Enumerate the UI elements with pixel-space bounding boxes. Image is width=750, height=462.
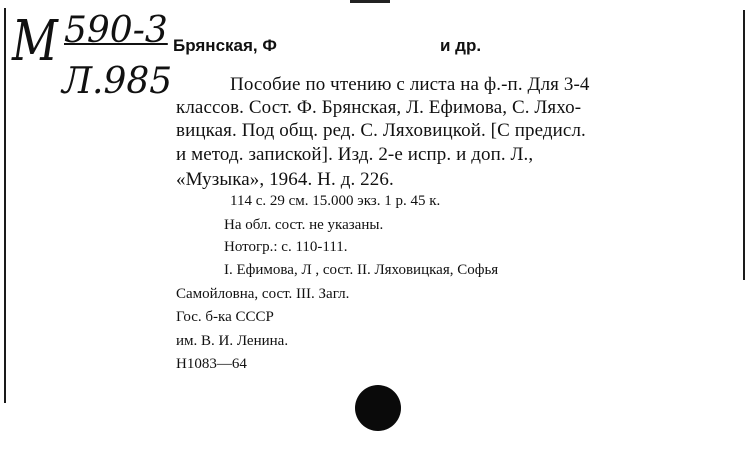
left-border-rule [4, 8, 6, 403]
punch-hole [355, 385, 401, 431]
description-line-4: и метод. запиской]. Изд. 2-е испр. и доп. Л., [176, 144, 534, 165]
call-number-bottom: Л.985 [62, 61, 173, 102]
description-line-3: вицкая. Под общ. ред. С. Ляховицкой. [С предисл. [176, 120, 586, 141]
description-line-1: Пособие по чтению с листа на ф.-п. Для 3-4 [230, 74, 590, 95]
cover-note: На обл. сост. не указаны. [224, 217, 384, 233]
library-line-2: им. В. И. Ленина. [176, 333, 289, 349]
library-line-1: Гос. б-ка СССР [176, 309, 274, 325]
coauthors-heading: и др. [440, 36, 482, 55]
right-border-rule [743, 10, 745, 280]
tracing-line-2: Самойловна, сост. III. Загл. [176, 286, 350, 302]
card-number: Н1083—64 [176, 356, 247, 372]
tracing-line-1: I. Ефимова, Л , сост. II. Ляховицкая, Софья [224, 262, 499, 278]
call-number-letter: М [12, 9, 58, 74]
extent-note: 114 с. 29 см. 15.000 экз. 1 р. 45 к. [230, 193, 441, 209]
top-edge-mark [350, 0, 390, 3]
music-note: Нотогр.: с. 110-111. [224, 239, 348, 255]
description-line-2: классов. Сост. Ф. Брянская, Л. Ефимова, С. Ляхо- [176, 97, 582, 118]
description-line-5: «Музыка», 1964. Н. д. 226. [176, 169, 394, 190]
author-heading: Брянская, Ф [173, 36, 277, 55]
call-number-top: 590-3 [64, 10, 168, 51]
